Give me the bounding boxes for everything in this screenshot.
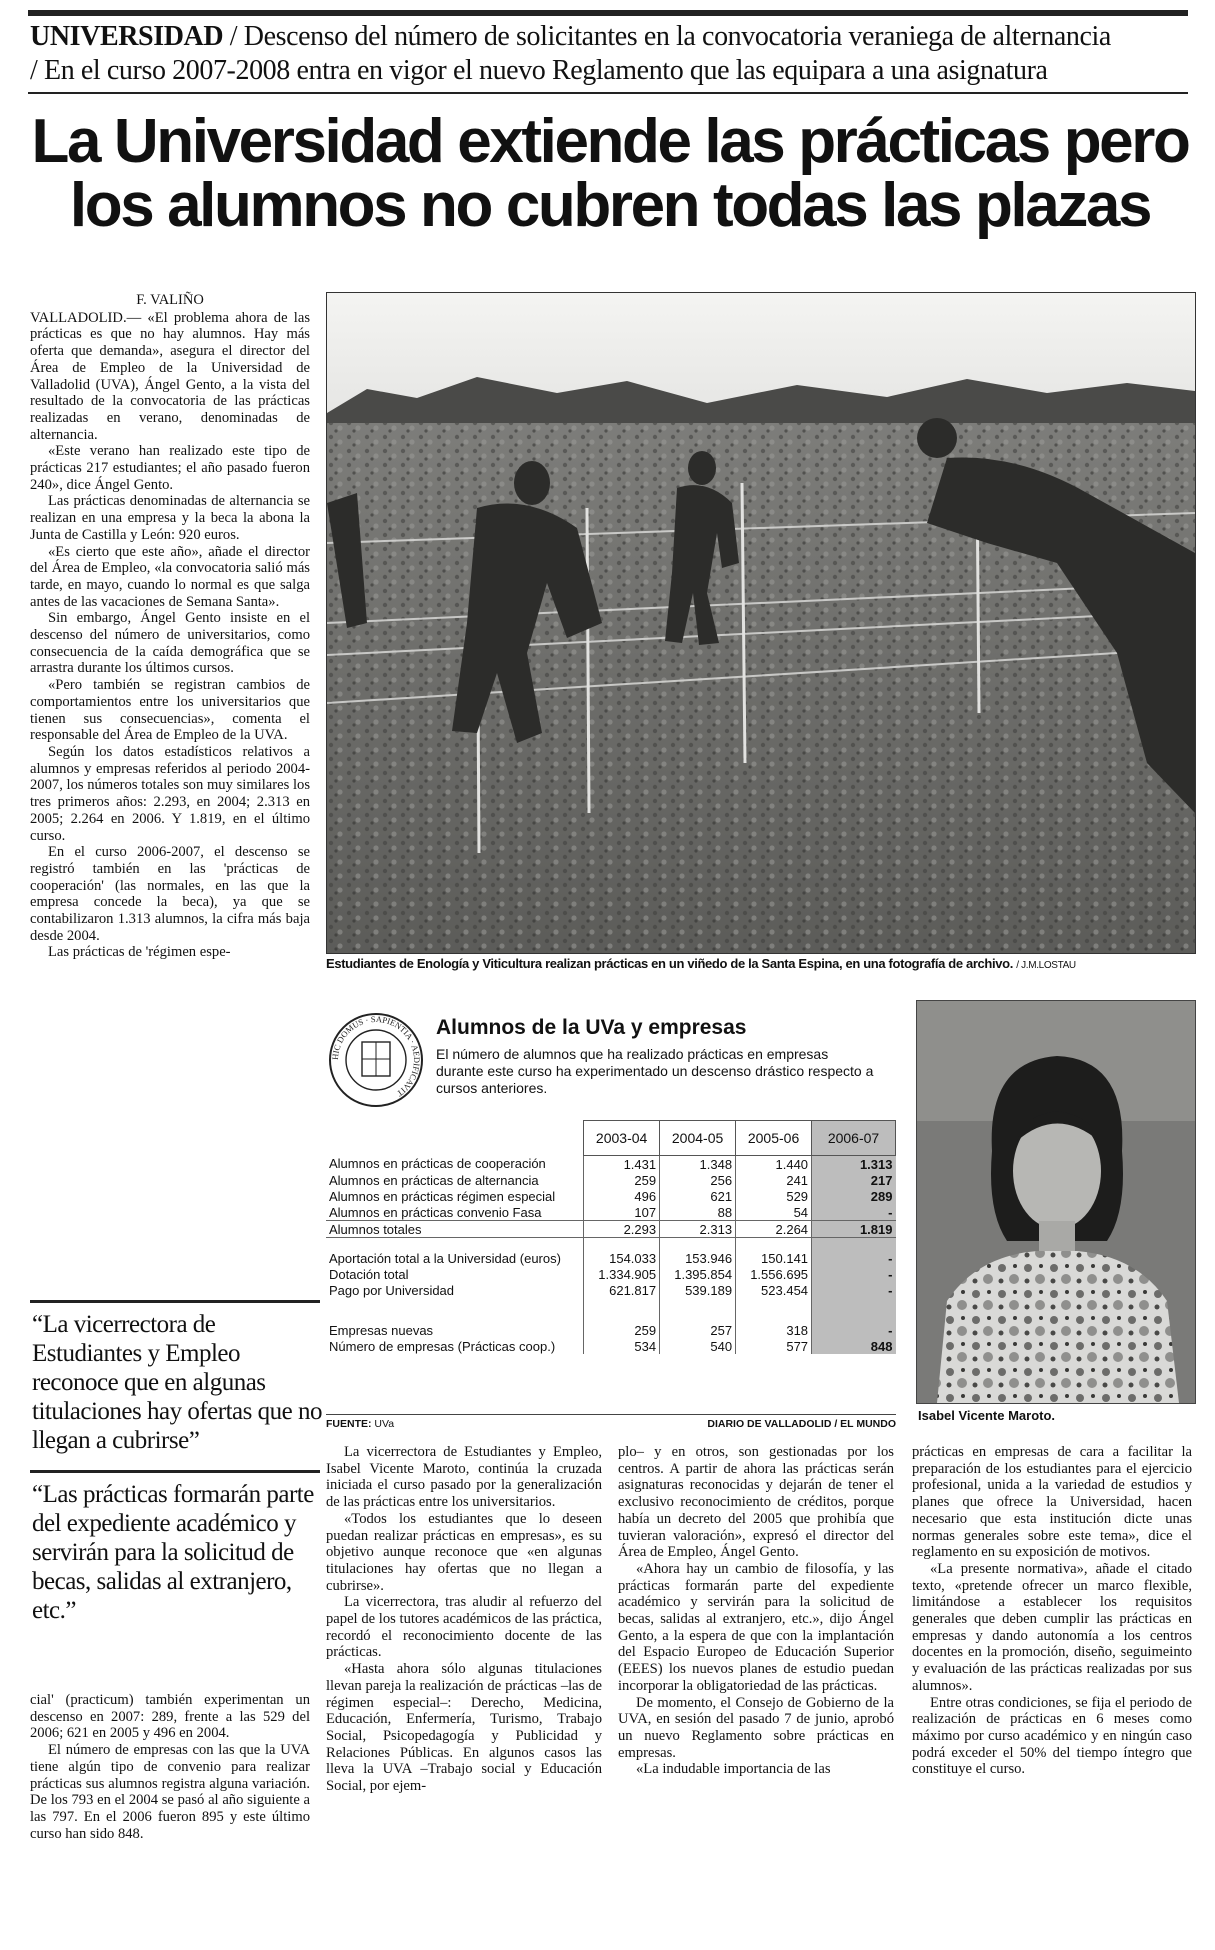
table-row-total (326, 1221, 896, 1238)
article-column-3 (618, 1444, 894, 1778)
table-cell: 241 (736, 1172, 812, 1188)
pullquote-2: “Las prácticas formarán parte del expediente académico y servirán para la solicitud de becas, salidas al extranjero, etc.” (32, 1481, 314, 1624)
byline: F. VALIÑO (136, 292, 204, 308)
table-row (326, 1204, 896, 1221)
row-label: Alumnos en prácticas régimen especial (329, 1188, 556, 1204)
portrait-caption: Isabel Vicente Maroto. (918, 1408, 1056, 1423)
table-cell: 577 (736, 1338, 812, 1354)
data-table (326, 1120, 896, 1354)
photo-credit: / J.M.LOSTAU (1016, 960, 1076, 971)
row-label: Dotación total (329, 1266, 409, 1282)
portrait-photo (916, 1000, 1196, 1404)
row-label: Pago por Universidad (329, 1282, 455, 1298)
pullquote-rule (30, 1300, 320, 1303)
table-row (326, 1172, 896, 1188)
paragraph: El número de empresas con las que la UVA tiene algún tipo de convenio para realizar prácticas sus alumnos registra alguna variación. De los 793 en el 2004 se pasó al año siguiente a las 797. En el 2006 fueron 895 y este último curso han sido 848. (30, 1742, 310, 1842)
table-row (326, 1282, 896, 1298)
table-cell: 107 (584, 1204, 660, 1221)
paragraph: «Pero también se registran cambios de comportamientos entre los universitarios que tienen sus consecuencias», comenta el responsable del Área de Empleo de la UVA. (30, 677, 310, 744)
table-cell: 523.454 (736, 1282, 812, 1298)
table-row (326, 1322, 896, 1338)
table-cell: 1.313 (812, 1156, 896, 1173)
row-label: Aportación total a la Universidad (euros) (329, 1250, 561, 1266)
row-label: Número de empresas (Prácticas coop.) (329, 1338, 556, 1354)
header-rule (28, 92, 1188, 94)
paragraph: Entre otras condiciones, se fija el periodo de realización de prácticas en 6 meses como máximo por curso académico y en ningún caso podrá exceder el 50% del tiempo íntegro que constituye el curso. (912, 1694, 1192, 1778)
row-label: Alumnos en prácticas de alternancia (329, 1172, 539, 1188)
table-cell: 2.293 (584, 1221, 660, 1238)
kicker-line-2: En el curso 2007-2008 entra en vigor el nuevo Reglamento que las equipara a una asignatura (43, 55, 1048, 86)
table-cell: 259 (584, 1322, 660, 1338)
paragraph: Las prácticas de 'régimen espe- (48, 944, 231, 961)
paragraph: «La presente normativa», añade el citado texto, «pretende ofrecer un marco flexible, limitándose a establecer los requisitos generales que deben cumplir las prácticas en empresas y dando autonomía a los centros docentes en la promoción, diseño, seguimeinto y evaluación de las prácticas realizadas por sus alumnos». (912, 1560, 1192, 1694)
table-row (326, 1188, 896, 1204)
table-cell: - (812, 1266, 896, 1282)
paragraph: «Este verano han realizado este tipo de prácticas 217 estudiantes; el año pasado fueron 240», dice Ángel Gento. (30, 443, 310, 493)
table-cell: 1.334.905 (584, 1266, 660, 1282)
table-cell: - (812, 1250, 896, 1266)
pullquote-1: “La vicerrectora de Estudiantes y Empleo reconoce que en algunas titulaciones hay ofertas que no llegan a cubrirse” (32, 1311, 322, 1454)
table-cell: 539.189 (660, 1282, 736, 1298)
source-name: UVa (374, 1418, 395, 1430)
infobox-title: Alumnos de la UVa y empresas (436, 1016, 747, 1039)
table-header-row (326, 1121, 896, 1156)
paragraph: Las prácticas denominadas de alternancia se realizan en una empresa y la beca la abona la Junta de Castilla y León: 920 euros. (30, 493, 310, 543)
table-cell: 2.264 (736, 1221, 812, 1238)
table-cell: 621.817 (584, 1282, 660, 1298)
paragraph: prácticas en empresas de cara a facilitar la preparación de los estudiantes para el ejercicio profesional, unida a la variedad de estudios y planes que ofrece la Universidad, hacen necesario que esta institución dicte unas normas generales sobre este tema», dice el reglamento en su exposición de motivos. (912, 1444, 1192, 1561)
table-cell: 257 (660, 1322, 736, 1338)
pullquote-rule (30, 1470, 320, 1473)
table-cell: 1.395.854 (660, 1266, 736, 1282)
article-column-2 (326, 1444, 602, 1795)
table-cell: 154.033 (584, 1250, 660, 1266)
article-column-1 (30, 292, 310, 961)
paragraph: cial' (practicum) también experimentan un descenso en 2007: 289, frente a las 529 del 2006; 621 en 2005 y 496 en 2004. (30, 1692, 310, 1742)
table-cell: 534 (584, 1338, 660, 1354)
table-cell: 1.348 (660, 1156, 736, 1173)
paragraph: «Es cierto que este año», añade el director del Área de Empleo, «la convocatoria salió más tarde, en mayo, cuando lo normal es que salga antes de las vacaciones de Semana Santa». (30, 543, 310, 610)
table-row (326, 1250, 896, 1266)
table-cell: 153.946 (660, 1250, 736, 1266)
paragraph: plo– y en otros, son gestionadas por los centros. A partir de ahora las prácticas serán asignaturas reconocidas y dejarán de tener el exclusivo reconocimiento de créditos, porque había un decreto del 2005 que prohibía que tuvieran valoración», expresó el director del Área de Empleo, Ángel Gento. (618, 1444, 894, 1561)
publisher-credit: DIARIO DE VALLADOLID / EL MUNDO (707, 1418, 896, 1430)
paragraph: De momento, el Consejo de Gobierno de la UVA, en sesión del pasado 7 de junio, aprobó un nuevo Reglamento sobre prácticas en empresas. (618, 1694, 894, 1761)
paragraph: «Todos los estudiantes que lo deseen puedan realizar prácticas en empresas», es su objetivo aunque reconoce que «en algunas titulaciones hay ofertas que no llegan a cubrirse». (326, 1510, 602, 1594)
table-cell: 318 (736, 1322, 812, 1338)
column-header: 2004-05 (660, 1121, 736, 1156)
portrait-image (917, 1001, 1195, 1403)
table-row (326, 1266, 896, 1282)
infobox-footer (326, 1414, 896, 1430)
kicker (30, 20, 1190, 88)
table-cell: - (812, 1322, 896, 1338)
row-label: Alumnos en prácticas de cooperación (329, 1156, 546, 1172)
paragraph: Sin embargo, Ángel Gento insiste en el descenso del número de universitarios, como consecuencia de la caída demográfica que se arrastra durante los últimos cursos. (30, 610, 310, 677)
table-cell: 150.141 (736, 1250, 812, 1266)
headline (30, 107, 1190, 240)
table-cell: 621 (660, 1188, 736, 1204)
paragraph: Según los datos estadísticos relativos a alumnos y empresas referidos al periodo 2004-2007, los números totales son muy similares los tres primeros años: 2.293, en 2004; 2.313 en 2005; 2.264 en 2006. Y 1.819, en el último curso. (30, 743, 310, 844)
article-column-1-bottom (30, 1692, 310, 1842)
paragraph: «La indudable importancia de las (636, 1761, 831, 1778)
table-cell: - (812, 1204, 896, 1221)
table-cell: - (812, 1282, 896, 1298)
table-cell: 259 (584, 1172, 660, 1188)
table-row (326, 1338, 896, 1354)
table-cell: 529 (736, 1188, 812, 1204)
headline-line-2: los alumnos no cubren todas las plazas (69, 171, 1151, 240)
photo-caption-text: Estudiantes de Enología y Viticultura realizan prácticas en un viñedo de la Santa Espina, en una fotografía de archivo. (326, 956, 1014, 971)
table-cell: 88 (660, 1204, 736, 1221)
table-cell: 848 (812, 1338, 896, 1354)
table-cell: 2.313 (660, 1221, 736, 1238)
vineyard-photo-image (327, 293, 1195, 953)
university-seal-icon (328, 1012, 424, 1108)
column-header: 2003-04 (584, 1121, 660, 1156)
table-cell: 1.440 (736, 1156, 812, 1173)
seal-text: HIC DOMUS · SAPIENTIA · AEDIFICAVIT (329, 1013, 423, 1099)
table-cell: 217 (812, 1172, 896, 1188)
kicker-line-1: Descenso del número de solicitantes en la convocatoria veraniega de alternancia (243, 21, 1111, 52)
table-cell: 289 (812, 1188, 896, 1204)
paragraph: La vicerrectora, tras aludir al refuerzo del papel de los tutores académicos de las práctica, recordó el reconocimiento docente de las prácticas. (326, 1594, 602, 1661)
table-cell: 54 (736, 1204, 812, 1221)
table-cell: 1.819 (812, 1221, 896, 1238)
table-cell: 1.556.695 (736, 1266, 812, 1282)
top-rule (28, 10, 1188, 16)
paragraph: En el curso 2006-2007, el descenso se registró también en las 'prácticas de cooperación' (las normales, en las que la empresa concede la beca), ya que se contabilizaron 1.313 alumnos, la cifra más baja desde 2004. (30, 844, 310, 944)
article-column-4 (912, 1444, 1192, 1778)
column-header: 2005-06 (736, 1121, 812, 1156)
column-header: 2006-07 (812, 1121, 896, 1156)
vineyard-photo (326, 292, 1196, 954)
row-label: Alumnos en prácticas convenio Fasa (326, 1204, 584, 1221)
section-name: UNIVERSIDAD (30, 21, 224, 52)
photo-caption (326, 956, 1196, 971)
source-label: FUENTE: (326, 1418, 372, 1430)
row-label: Empresas nuevas (329, 1322, 434, 1338)
paragraph: La vicerrectora de Estudiantes y Empleo, Isabel Vicente Maroto, continúa la cruzada iniciada el curso pasado por la generalización de las prácticas entre los universitarios. (326, 1444, 602, 1511)
table-cell: 540 (660, 1338, 736, 1354)
kicker-separator: / (30, 55, 44, 86)
infobox-description: El número de alumnos que ha realizado prácticas en empresas durante este curso ha experimentado un descenso drástico respecto a cursos anteriores. (436, 1046, 874, 1096)
table-cell: 1.431 (584, 1156, 660, 1173)
paragraph: «Ahora hay un cambio de filosofía, y las prácticas formarán parte del expediente académico y servirán para la solicitud de becas, salidas al extranjero, etc.», dijo Ángel Gento, a la espera de que con la implantación del Espacio Europeo de Educación Superior (EEES) los nuevos planes de estudio puedan incorporar la obligatoriedad de las prácticas. (618, 1560, 894, 1694)
row-label: Alumnos totales (326, 1221, 584, 1238)
headline-line-1: La Universidad extiende las prácticas pero (31, 107, 1189, 176)
table-row (326, 1156, 896, 1173)
kicker-separator: / (229, 21, 244, 52)
paragraph: «Hasta ahora sólo algunas titulaciones llevan pareja la realización de prácticas –las de régimen especial–: Derecho, Medicina, Educación, Enfermería, Turismo, Trabajo Social, Psicopedagogía y Publicidad y Relaciones Públicas. En algunos casos las lleva la UVA –Trabajo social y Educación Social, por ejem- (326, 1661, 602, 1795)
infobox (326, 1004, 900, 1440)
table-cell: 496 (584, 1188, 660, 1204)
table-cell: 256 (660, 1172, 736, 1188)
paragraph: VALLADOLID.— «El problema ahora de las prácticas es que no hay alumnos. Hay más oferta que demanda», asegura el director del Área de Empleo de la Universidad de Valladolid (UVA), Ángel Gento, a la vista del resultado de la convocatoria de las prácticas realizadas en verano, denominadas de alternancia. (30, 309, 310, 443)
